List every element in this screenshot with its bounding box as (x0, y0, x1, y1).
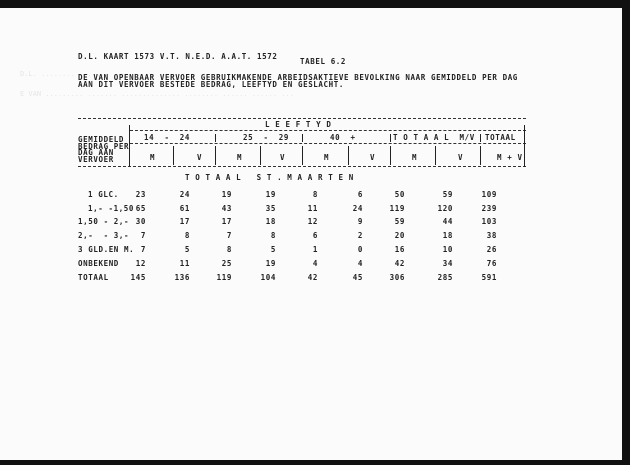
table-cell: 24 (352, 203, 363, 213)
column-divider (173, 146, 174, 165)
subcolumn-header: M + V (497, 153, 523, 162)
table-cell: 19 (265, 258, 276, 268)
column-divider (480, 134, 481, 142)
row-label: 1,50 - 2,- (78, 217, 130, 227)
table-cell: 17 (179, 217, 190, 227)
column-divider (302, 146, 303, 165)
table-cell: 4 (312, 258, 318, 268)
table-cell: 1 (312, 244, 318, 254)
table-cell: 306 (389, 272, 405, 282)
table-cell: 11 (179, 258, 190, 268)
column-divider (215, 134, 216, 142)
table-cell: 109 (481, 190, 497, 199)
column-divider (390, 146, 391, 165)
table-cell: 4 (357, 258, 363, 268)
section-title: T O T A A L S T . M A A R T E N (185, 173, 354, 182)
rule (130, 130, 526, 131)
table-cell: 18 (265, 217, 276, 227)
table-cell: 5 (184, 244, 190, 254)
subcolumn-header: M (237, 153, 243, 162)
total-mv-header: T O T A A L M/V (393, 133, 475, 142)
table-cell: 7 (140, 231, 146, 241)
column-divider (390, 134, 391, 142)
show-through-text: D.L. ........ ... ... (20, 70, 109, 78)
row-label: 2,- - 3,- (78, 231, 130, 241)
total-header: TOTAAL (485, 133, 516, 142)
table-cell: 239 (481, 203, 497, 213)
age-group-25-29: 25 - 29 (243, 133, 290, 142)
table-cell: 16 (394, 244, 405, 254)
table-cell: 25 (221, 258, 232, 268)
table-cell: 42 (394, 258, 405, 268)
subcolumn-header: V (280, 153, 286, 162)
table-cell: 8 (312, 190, 318, 199)
table-cell: 2 (357, 231, 363, 241)
table-cell: 19 (265, 190, 276, 199)
table-cell: 8 (184, 231, 190, 241)
row-label: ONBEKEND (78, 258, 119, 268)
table-cell: 24 (179, 190, 190, 199)
column-divider (215, 146, 216, 165)
table-cell: 18 (442, 231, 453, 241)
table-cell: 6 (357, 190, 363, 199)
table-cell: 119 (216, 272, 232, 282)
column-divider (302, 134, 303, 142)
table-cell: 38 (486, 231, 497, 241)
table-cell: 285 (437, 272, 453, 282)
table-cell: 119 (389, 203, 405, 213)
title-line-2: AAN DIT VERVOER BESTEDE BEDRAG, LEEFTYD EN GESLACHT. (78, 80, 344, 89)
subcolumn-header: V (370, 153, 376, 162)
show-through-text: E VAN ......... ....... .............. ........ ...... ...... ... (20, 90, 294, 98)
table-cell: 17 (221, 217, 232, 227)
group-header: L E E F T Y D (265, 120, 332, 129)
column-divider (260, 146, 261, 165)
table-cell: 10 (442, 244, 453, 254)
title-line-1: DE VAN OPENBAAR VERVOER GEBRUIKMAKENDE ARBEIDSAKTIEVE BEVOLKING NAAR GEMIDDELD PER DAG (78, 73, 518, 82)
rule (78, 118, 526, 119)
table-cell: 11 (307, 203, 318, 213)
table-cell: 12 (307, 217, 318, 227)
age-group-40-plus: 40 + (330, 133, 356, 142)
table-cell: 61 (179, 203, 190, 213)
table-cell: 59 (394, 217, 405, 227)
subcolumn-header: V (197, 153, 203, 162)
table-cell: 8 (226, 244, 232, 254)
table-cell: 104 (260, 272, 276, 282)
table-cell: 120 (437, 203, 453, 213)
table-cell: 8 (270, 231, 276, 241)
table-cell: 42 (307, 272, 318, 282)
table-cell: 12 (135, 258, 146, 268)
table-cell: 0 (357, 244, 363, 254)
subcolumn-header: M (324, 153, 330, 162)
table-cell: 103 (481, 217, 497, 227)
source-line: D.L. KAART 1573 V.T. N.E.D. A.A.T. 1572 (78, 52, 278, 61)
rule (78, 166, 526, 167)
table-number: TABEL 6.2 (300, 57, 347, 66)
column-divider (435, 146, 436, 165)
table-cell: 7 (140, 244, 146, 254)
row-label: 1 GLC. (88, 190, 119, 199)
column-divider (524, 125, 525, 167)
table-cell: 26 (486, 244, 497, 254)
table-cell: 136 (174, 272, 190, 282)
table-cell: 9 (357, 217, 363, 227)
table-cell: 19 (221, 190, 232, 199)
table-cell: 43 (221, 203, 232, 213)
age-group-14-24: 14 - 24 (144, 133, 191, 142)
row-header: GEMIDDELD BEDRAG PER DAG AAN VERVOER (78, 135, 130, 164)
table-cell: 50 (394, 190, 405, 199)
table-cell: 591 (481, 272, 497, 282)
subcolumn-header: M (150, 153, 156, 162)
table-cell: 5 (270, 244, 276, 254)
table-cell: 35 (265, 203, 276, 213)
table-cell: 45 (352, 272, 363, 282)
column-divider (348, 146, 349, 165)
row-label: 3 GLD.EN M. (78, 244, 135, 254)
table-cell: 76 (486, 258, 497, 268)
table-cell: 65 (135, 203, 146, 213)
table-cell: 44 (442, 217, 453, 227)
table-cell: 59 (442, 190, 453, 199)
table-cell: 23 (135, 190, 146, 199)
subcolumn-header: M (412, 153, 418, 162)
row-label: 1,- -1,50 (88, 203, 135, 213)
table-cell: 30 (135, 217, 146, 227)
table-cell: 34 (442, 258, 453, 268)
table-cell: 6 (312, 231, 318, 241)
rule (130, 143, 526, 144)
table-cell: 7 (226, 231, 232, 241)
column-divider (480, 146, 481, 165)
table-cell: 145 (130, 272, 146, 282)
row-label: TOTAAL (78, 272, 109, 282)
document-page (0, 8, 622, 460)
table-cell: 20 (394, 231, 405, 241)
subcolumn-header: V (458, 153, 464, 162)
